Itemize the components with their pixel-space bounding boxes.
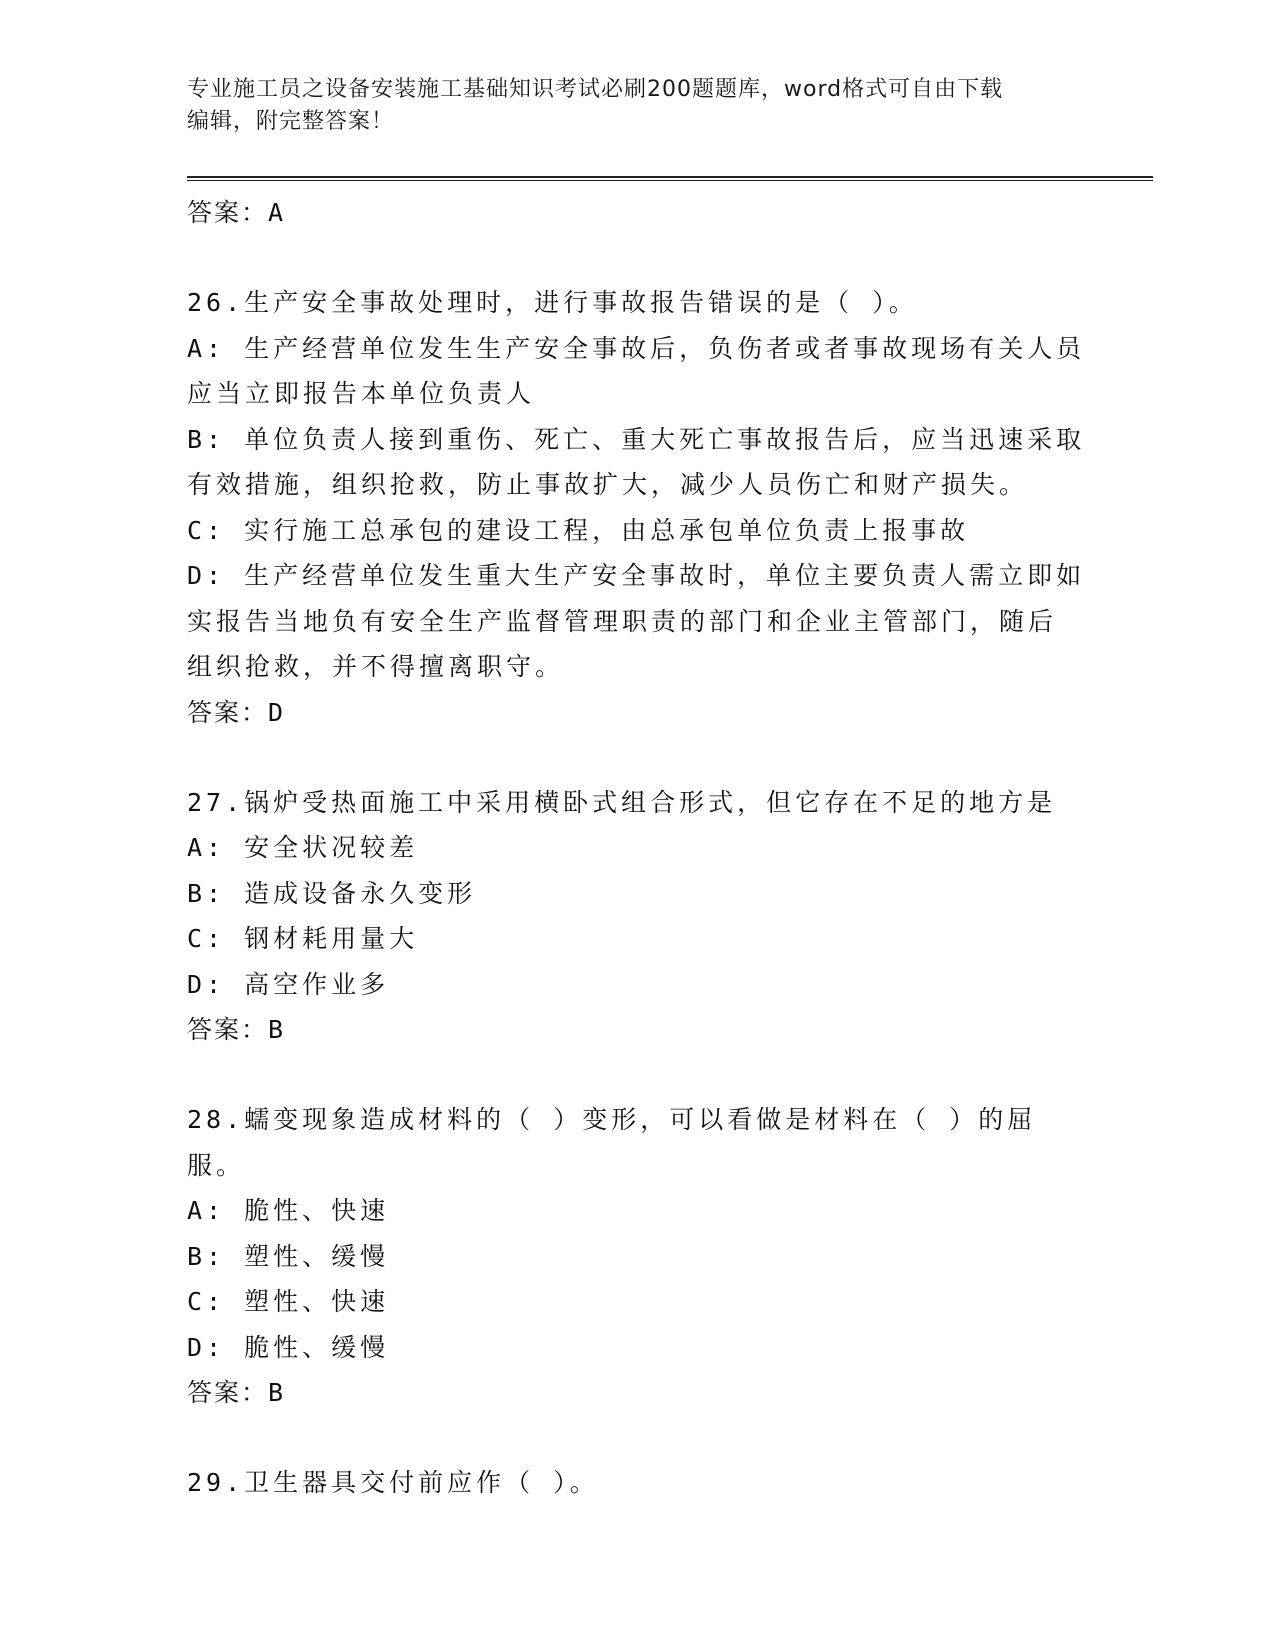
option-text-line: B: 造成设备永久变形 [187, 878, 477, 908]
header-line-1: 专业施工员之设备安装施工基础知识考试必刷200题题库，word格式可自由下载 [187, 77, 1004, 102]
question-block [187, 280, 1087, 736]
option-text-line: B: 塑性、缓慢 [187, 1241, 390, 1271]
answer-value: A [268, 198, 284, 227]
option-text-line: 组织抢救，并不得擅离职守。 [187, 652, 565, 681]
answer-value: B [268, 1378, 284, 1407]
header-divider [187, 176, 1153, 181]
option-text-line: D: 生产经营单位发生重大生产安全事故时，单位主要负责人需立即如 [187, 561, 1086, 590]
option-text-line: A: 安全状况较差 [187, 833, 419, 862]
option-text-line: D: 高空作业多 [187, 969, 390, 999]
question-spacer [187, 1416, 1087, 1460]
answer-option [187, 871, 1087, 917]
question-stem: 26.生产安全事故处理时，进行事故报告错误的是（ ）。 [187, 288, 918, 317]
answer-label: 答案： [187, 1015, 269, 1044]
answer-option [187, 962, 1087, 1008]
option-text-line: A: 生产经营单位发生生产安全事故后，负伤者或者事故现场有关人员 [187, 333, 1086, 363]
answer-value: B [268, 1015, 284, 1044]
answer-line [187, 1370, 1087, 1416]
answer-option [187, 1325, 1087, 1371]
answer-option [187, 916, 1087, 962]
question-spacer [187, 236, 1087, 280]
answer-line [187, 190, 1087, 236]
answer-option [187, 1279, 1087, 1325]
answer-label: 答案： [187, 697, 269, 727]
answer-option [187, 508, 1087, 554]
question-stem: 28.蠕变现象造成材料的（ ）变形，可以看做是材料在（ ）的屈服。 [187, 1105, 1037, 1180]
question-block [187, 1460, 1087, 1506]
option-text-line: D: 脆性、缓慢 [187, 1332, 390, 1362]
option-text-line: C: 实行施工总承包的建设工程，由总承包单位负责上报事故 [187, 515, 970, 545]
question-spacer [187, 1053, 1087, 1097]
answer-option [187, 553, 1087, 690]
option-text-line: B: 单位负责人接到重伤、死亡、重大死亡事故报告后，应当迅速采取 [187, 424, 1086, 454]
answer-option [187, 326, 1087, 417]
answer-option [187, 1188, 1087, 1234]
question-block [187, 1097, 1087, 1416]
question-stem: 29.卫生器具交付前应作（ ）。 [187, 1468, 599, 1497]
answer-option [187, 417, 1087, 508]
answer-value: D [268, 697, 284, 727]
document-header [187, 74, 1067, 138]
question-block [187, 780, 1087, 1054]
answer-option [187, 825, 1087, 871]
option-text-line: C: 塑性、快速 [187, 1287, 390, 1316]
option-text-line: C: 钢材耗用量大 [187, 924, 419, 953]
answer-line [187, 1007, 1087, 1053]
option-text-line: 有效措施，组织抢救，防止事故扩大，减少人员伤亡和财产损失。 [187, 470, 1029, 499]
answer-label: 答案： [187, 198, 269, 227]
option-text-line: 实报告当地负有安全生产监督管理职责的部门和企业主管部门，随后 [187, 606, 1058, 636]
answer-option [187, 1234, 1087, 1280]
question-list [187, 190, 1087, 1506]
question-stem: 27.锅炉受热面施工中采用横卧式组合形式，但它存在不足的地方是 [187, 787, 1057, 817]
option-text-line: A: 脆性、快速 [187, 1196, 390, 1225]
question-spacer [187, 736, 1087, 780]
answer-label: 答案： [187, 1378, 269, 1407]
option-text-line: 应当立即报告本单位负责人 [187, 379, 536, 408]
header-line-2: 编辑，附完整答案！ [187, 109, 395, 134]
answer-line [187, 690, 1087, 736]
